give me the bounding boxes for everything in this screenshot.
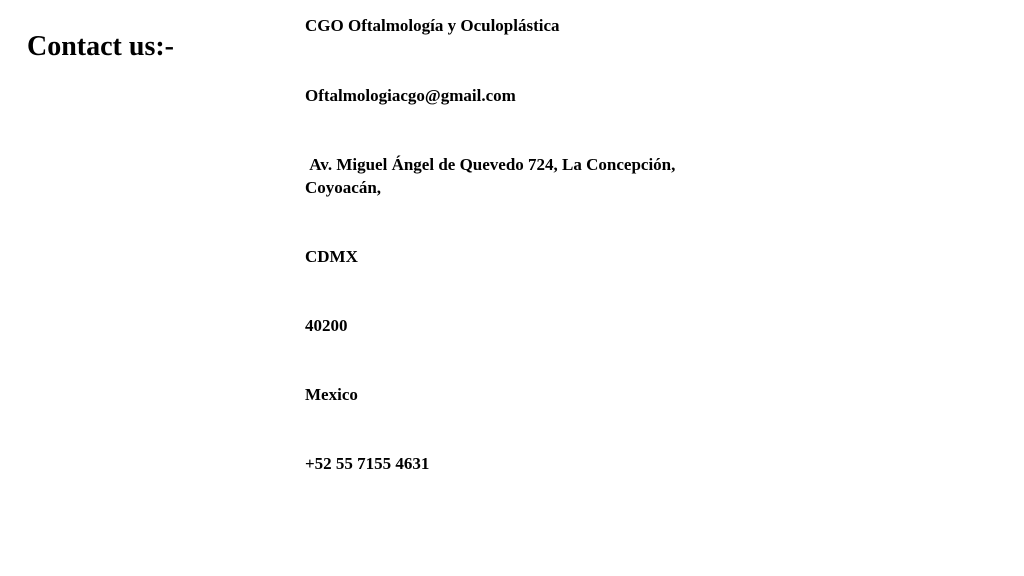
contact-heading: Contact us:-: [27, 31, 174, 62]
phone-number[interactable]: +52 55 7155 4631: [305, 454, 430, 473]
city: CDMX: [305, 247, 358, 266]
business-name: CGO Oftalmología y Oculoplástica: [305, 16, 560, 35]
street-address: Av. Miguel Ángel de Quevedo 724, La Concepción, Coyoacán,: [305, 155, 680, 197]
country: Mexico: [305, 385, 358, 404]
postal-code: 40200: [305, 316, 348, 335]
email-link[interactable]: Oftalmologiacgo@gmail.com: [305, 86, 516, 105]
